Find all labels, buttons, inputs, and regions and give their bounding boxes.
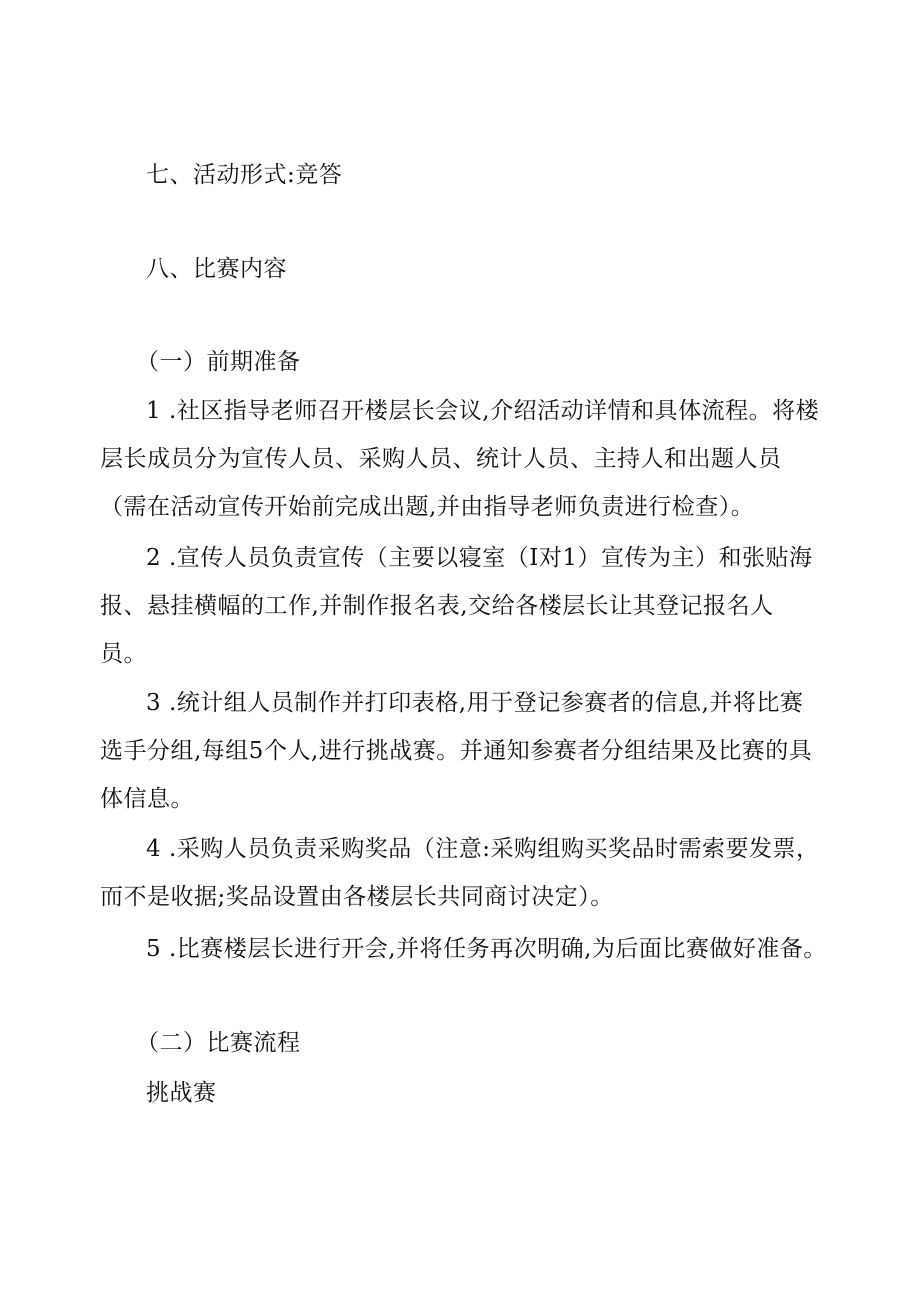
item-4-line-1: 4 .采购人员负责采购奖品（注意:采购组购买奖品时需索要发票， — [146, 836, 820, 862]
item-2-line-1: 2 .宣传人员负责宣传（主要以寝室（I对1）宣传为主）和张贴海 — [146, 545, 813, 571]
item-1-line-2: 层长成员分为宣传人员、采购人员、统计人员、主持人和出题人员 — [100, 446, 782, 472]
subsection-1-heading: （一）前期准备 — [136, 349, 301, 375]
challenge-heading: 挑战赛 — [146, 1080, 217, 1106]
section-8-heading: 八、比赛内容 — [146, 256, 287, 282]
item-1-line-1: 1 .社区指导老师召开楼层长会议,介绍活动详情和具体流程。将楼 — [146, 398, 820, 424]
item-3-line-3: 体信息。 — [100, 786, 194, 812]
item-5-line-1: 5 .比赛楼层长进行开会,并将任务再次明确,为后面比赛做好准备。 — [146, 936, 827, 962]
item-2-line-3: 员。 — [100, 641, 147, 667]
item-4-line-2: 而不是收据;奖品设置由各楼层长共同商讨决定）。 — [100, 884, 614, 910]
item-1-line-3: （需在活动宣传开始前完成出题,并由指导老师负责进行检查）。 — [100, 494, 755, 520]
item-2-line-2: 报、悬挂横幅的工作,并制作报名表,交给各楼层长让其登记报名人 — [100, 593, 774, 619]
item-3-line-1: 3 .统计组人员制作并打印表格,用于登记参赛者的信息,并将比赛 — [146, 690, 804, 716]
subsection-2-heading: （二）比赛流程 — [136, 1030, 301, 1056]
section-7-heading: 七、活动形式:竞答 — [146, 162, 343, 188]
item-3-line-2: 选手分组,每组5个人,进行挑战赛。并通知参赛者分组结果及比赛的具 — [100, 738, 813, 764]
